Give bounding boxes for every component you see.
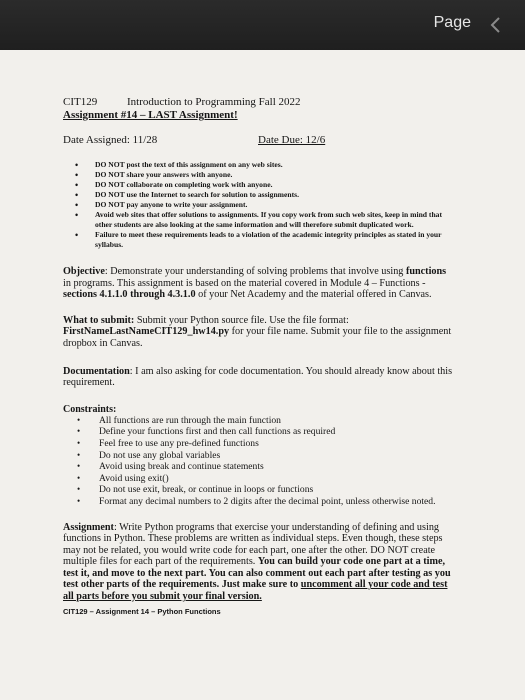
objective-text: : Demonstrate your understanding of solving problems that involve using [104, 266, 406, 277]
objective-bold: functions [405, 266, 447, 277]
assignment-bold: You can build your code one part at a time, test it, and move to the next part. You can also comment out each part after testing as you test other parts of the requirements. Just make sure to [63, 556, 451, 591]
rules-list [63, 160, 453, 250]
constraint-item: • Avoid using break and continue statements [63, 461, 453, 473]
constraint-item: • Feel free to use any pre-defined functions [63, 438, 453, 450]
document-content [63, 96, 453, 616]
page-label: Page [433, 14, 471, 31]
rule-item: • Failure to meet these requirements leads to a violation of the academic integrity principles as stated in your syllabus. [63, 230, 453, 250]
assignment-bold-underlined: uncomment all your code and test all parts before you submit your final version. [63, 579, 448, 603]
course-code: CIT129 [63, 96, 98, 108]
submit-text: for your file name. Submit your file to the assignment dropbox in Canvas. [63, 326, 452, 349]
date-assigned: Date Assigned: 11/28 [63, 134, 158, 146]
constraint-item: • Do not use exit, break, or continue in loops or functions [63, 484, 453, 496]
constraint-item: • Define your functions first and then call functions as required [63, 426, 453, 438]
objective-text: of your Net Academy and the material offered in Canvas. [195, 289, 432, 301]
rule-item: • DO NOT post the text of this assignment on any web sites. [63, 160, 453, 170]
documentation-text: : I am also asking for code documentation. You should already know about this requirement. [63, 365, 453, 389]
objective-label: Objective [63, 266, 105, 277]
course-title: Introduction to Programming Fall 2022 [127, 96, 301, 108]
objective-bold: sections 4.1.1.0 through 4.3.1.0 [63, 289, 196, 301]
constraint-item: • Avoid using exit() [63, 473, 453, 485]
documentation-paragraph [63, 366, 453, 389]
assignment-title: Assignment #14 – LAST Assignment! [63, 109, 238, 121]
page-footer: CIT129 – Assignment 14 – Python Functions [63, 606, 221, 616]
objective-text: in programs. This assignment is based on the material covered in Module 4 – Functions - [63, 277, 426, 289]
rule-item: • Avoid web sites that offer solutions to assignments. If you copy work from such web sites, keep in mind that other students are also looking at the same information and will therefore submit duplicated work. [63, 210, 453, 230]
rule-item: • DO NOT pay anyone to write your assignment. [63, 200, 453, 210]
constraints-title: Constraints: [63, 403, 117, 415]
rule-item: • DO NOT collaborate on completing work with anyone. [63, 180, 453, 190]
documentation-label: Documentation [63, 365, 130, 377]
constraints-list [63, 415, 453, 508]
viewer-toolbar [0, 0, 525, 50]
submit-paragraph [63, 315, 453, 350]
rule-item: • DO NOT use the Internet to search for solution to assignments. [63, 190, 453, 200]
objective-paragraph [63, 266, 453, 301]
document-page [0, 50, 525, 700]
dates-row [63, 134, 453, 148]
rule-item: • DO NOT share your answers with anyone. [63, 170, 453, 180]
constraint-item: • Format any decimal numbers to 2 digits after the decimal point, unless otherwise noted. [63, 496, 453, 508]
date-due: Date Due: 12/6 [258, 134, 326, 146]
assignment-text: : Write Python programs that exercise your understanding of defining and using functions in Python. These problems are written as individual steps. Even though, these steps may not be related, you would write code for each part, one after the other. DO NOT create multiple files for each part of the requirements. [63, 521, 443, 568]
constraint-item: • All functions are run through the main function [63, 415, 453, 427]
course-header [63, 96, 453, 109]
chevron-left-icon[interactable] [485, 14, 507, 36]
submit-text: Submit your Python source file. Use the file format: [134, 314, 349, 326]
submit-filename: FirstNameLastNameCIT129_hw14.py [63, 326, 230, 338]
constraint-item: • Do not use any global variables [63, 450, 453, 462]
assignment-label: Assignment [63, 521, 114, 533]
submit-label: What to submit: [63, 314, 135, 326]
assignment-paragraph [63, 522, 453, 603]
